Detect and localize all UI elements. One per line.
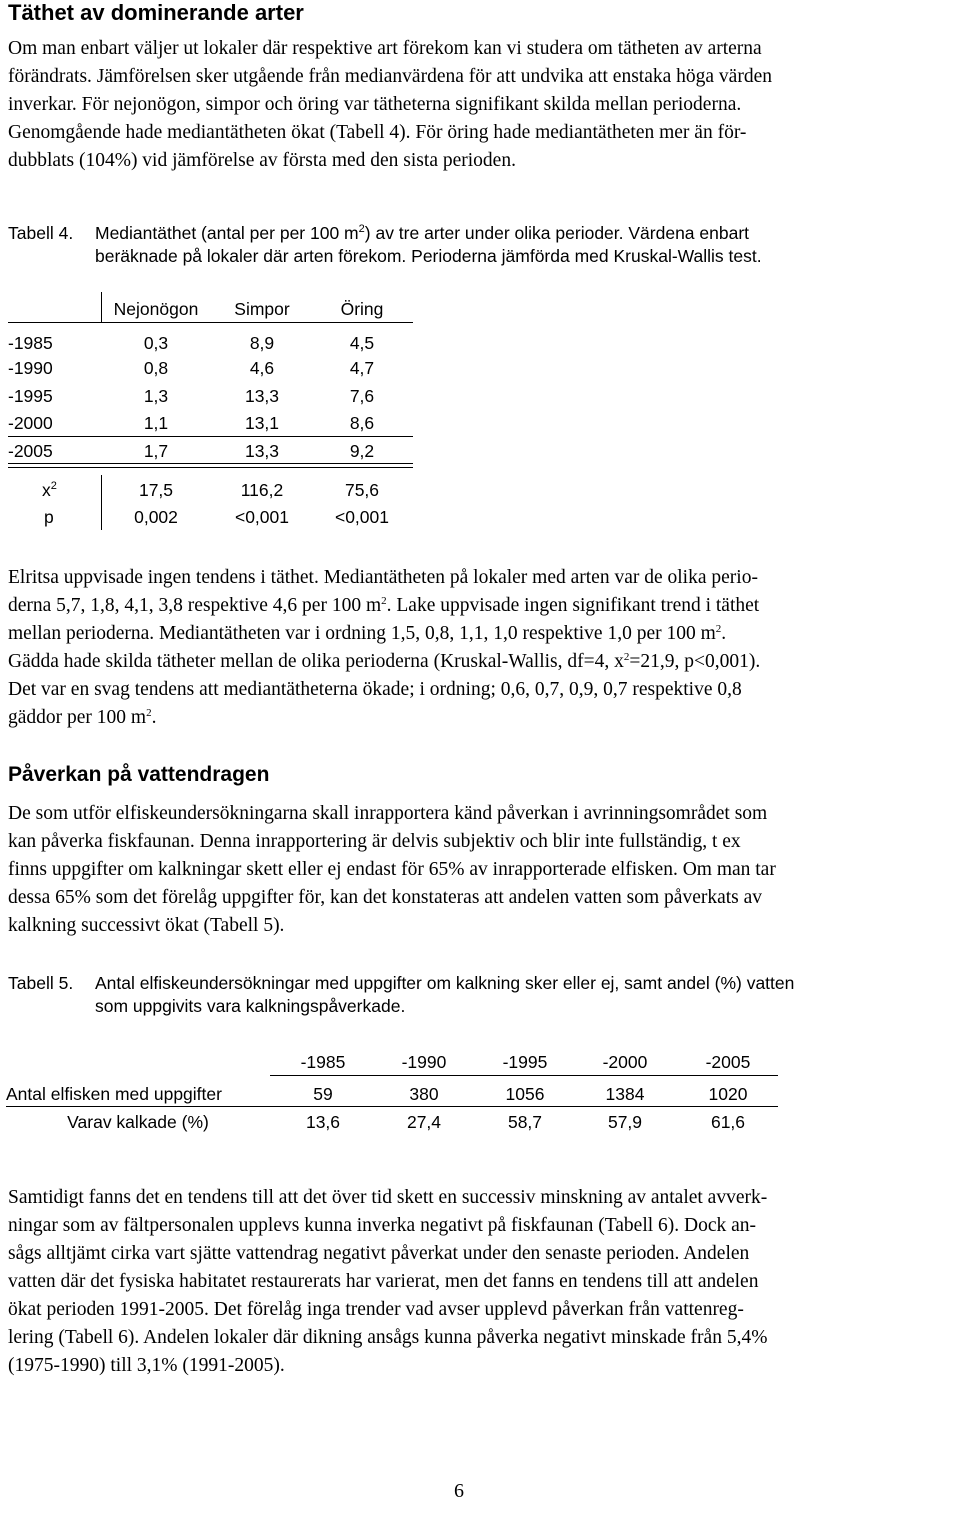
cell: 380: [409, 1084, 439, 1104]
chi-square-label: $x^2$: [42, 480, 57, 500]
text-line: De som utför elfiskeundersökningarna skall inrapportera känd påverkan i avrinningsområdet som: [8, 803, 768, 824]
cell: 4,5: [349, 333, 375, 353]
text-line: gäddor per 100 $m^2$.: [8, 707, 157, 728]
row-label: -1990: [8, 358, 53, 378]
text-line: Gädda hade skilda tätheter mellan de olika perioderna (Kruskal-Wallis, df=4, $x^2=21,9$, p<0,001).: [8, 651, 761, 672]
cell: 9,2: [349, 441, 375, 461]
text-line: lering (Tabell 6). Andelen lokaler där dikning ansågs kunna påverka negativt minskade från 5,4%: [8, 1327, 768, 1348]
text-line: finns uppgifter om kalkningar skett eller ej endast för 65% av inrapporterade elfisken. Om man tar: [8, 859, 776, 880]
row-label: Varav kalkade (%): [67, 1112, 209, 1132]
column-header: -1990: [401, 1052, 447, 1072]
cell: 1020: [708, 1084, 748, 1104]
cell: 13,1: [244, 413, 280, 433]
text-line: Samtidigt fanns det en tendens till att det över tid skett en successiv minskning av antalet avverk-: [8, 1187, 768, 1208]
table5-label: Tabell 5.: [8, 973, 74, 993]
section-heading-density: Täthet av dominerande arter: [8, 0, 304, 25]
cell: 1384: [605, 1084, 645, 1104]
cell: 13,3: [244, 386, 280, 406]
column-header-oring: Öring: [340, 299, 384, 319]
text-line: vatten där det fysiska habitatet restaurerats har varierat, men det fanns en tendens till att andelen: [8, 1271, 759, 1292]
text-line: ökat perioden 1991-2005. Det förelåg inga trender vad avser upplevd påverkan från vattenreg-: [8, 1299, 744, 1320]
cell: 1056: [505, 1084, 545, 1104]
cell: 4,6: [249, 358, 275, 378]
text-line: dubblats (104%) vid jämförelse av första med den sista perioden.: [8, 150, 516, 171]
cell: 0,8: [143, 358, 169, 378]
cell: 13,6: [305, 1112, 341, 1132]
text-line: Genomgående hade mediantätheten ökat (Tabell 4). För öring hade mediantätheten mer än för-: [8, 122, 747, 143]
table5-caption: Antal elfiskeundersökningar med uppgifter om kalkning sker eller ej, samt andel (%) vatten som uppgivits vara kalkningspåverkade.: [95, 973, 795, 1016]
table4-caption: Mediantäthet (antal per per 100 $m^2$) av tre arter under olika perioder. Värdena enbart beräknade på lokaler där arten förekom. Perioderna jämförda med Kruskal-Wallis test.: [95, 223, 762, 266]
cell: <0,001: [334, 507, 389, 527]
column-header-nejonogon: Nejonögon: [113, 299, 199, 319]
cell: 8,6: [349, 413, 375, 433]
text-line: sågs alltjämt cirka vart sjätte vattendrag negativt påverkat under den senaste perioden. Andelen: [8, 1243, 750, 1264]
cell: 4,7: [349, 358, 375, 378]
row-label: -2005: [8, 441, 53, 461]
text-line: inverkar. För nejonögon, simpor och öring var tätheterna signifikant skilda mellan perioderna.: [8, 94, 742, 115]
text-line: derna 5,7, 1,8, 4,1, 3,8 respektive 4,6 per 100 $m^2$. Lake uppvisade ingen signifikant trend i täthet: [8, 595, 760, 616]
cell: 75,6: [344, 480, 380, 500]
cell: 27,4: [406, 1112, 442, 1132]
text-line: kan påverka fiskfaunan. Denna inrapportering är delvis subjektiv och blir inte fullständig, t ex: [8, 831, 741, 852]
text-line: kalkning successivt ökat (Tabell 5).: [8, 915, 285, 936]
column-header: -2005: [705, 1052, 751, 1072]
cell: 57,9: [607, 1112, 643, 1132]
column-header: -1985: [300, 1052, 346, 1072]
table-rule: [6, 1106, 778, 1107]
text-line: Det var en svag tendens att mediantätheterna ökade; i ordning; 0,6, 0,7, 0,9, 0,7 respektive 0,8: [8, 679, 742, 700]
text-line: ningar som av fältpersonalen upplevs kunna inverka negativt på fiskfaunan (Tabell 6). Dock an-: [8, 1215, 757, 1236]
page-number: 6: [454, 1480, 464, 1502]
cell: 17,5: [138, 480, 174, 500]
cell: 1,7: [143, 441, 169, 461]
cell: 58,7: [507, 1112, 543, 1132]
cell: 59: [313, 1084, 333, 1104]
column-header: -1995: [502, 1052, 548, 1072]
table4-label: Tabell 4.: [8, 223, 74, 243]
row-label: -1995: [8, 386, 53, 406]
column-header: -2000: [602, 1052, 648, 1072]
trend-paragraph: [8, 1184, 767, 1380]
cell: 1,1: [143, 413, 169, 433]
p-value-label: p: [44, 507, 54, 527]
column-header-simpor: Simpor: [234, 299, 290, 319]
cell: 116,2: [240, 480, 284, 500]
row-label: -2000: [8, 413, 53, 433]
table-rule: [270, 1075, 778, 1076]
cell: 13,3: [244, 441, 280, 461]
cell: 8,9: [249, 333, 275, 353]
section-heading-impact: Påverkan på vattendragen: [8, 763, 270, 786]
row-label: -1985: [8, 333, 53, 353]
cell: 61,6: [710, 1112, 746, 1132]
cell: 1,3: [143, 386, 169, 406]
row-label: Antal elfisken med uppgifter: [6, 1084, 222, 1104]
cell: 0,002: [134, 507, 178, 527]
text-line: förändrats. Jämförelsen sker utgående från medianvärdena för att undvika att enstaka höga värden: [8, 66, 772, 87]
text-line: Om man enbart väljer ut lokaler där respektive art förekom kan vi studera om tätheten av arterna: [8, 38, 762, 59]
text-line: dessa 65% som det förelåg uppgifter för, kan det konstateras att andelen vatten som påverkats av: [8, 887, 763, 908]
text-line: (1975-1990) till 3,1% (1991-2005).: [8, 1355, 285, 1376]
text-line: mellan perioderna. Mediantätheten var i ordning 1,5, 0,8, 1,1, 1,0 respektive 1,0 per 100 $m^2$.: [8, 623, 727, 644]
cell: <0,001: [234, 507, 289, 527]
cell: 7,6: [349, 386, 375, 406]
text-line: Elritsa uppvisade ingen tendens i täthet. Mediantätheten på lokaler med arten var de olika perio-: [8, 567, 758, 588]
cell: 0,3: [143, 333, 169, 353]
